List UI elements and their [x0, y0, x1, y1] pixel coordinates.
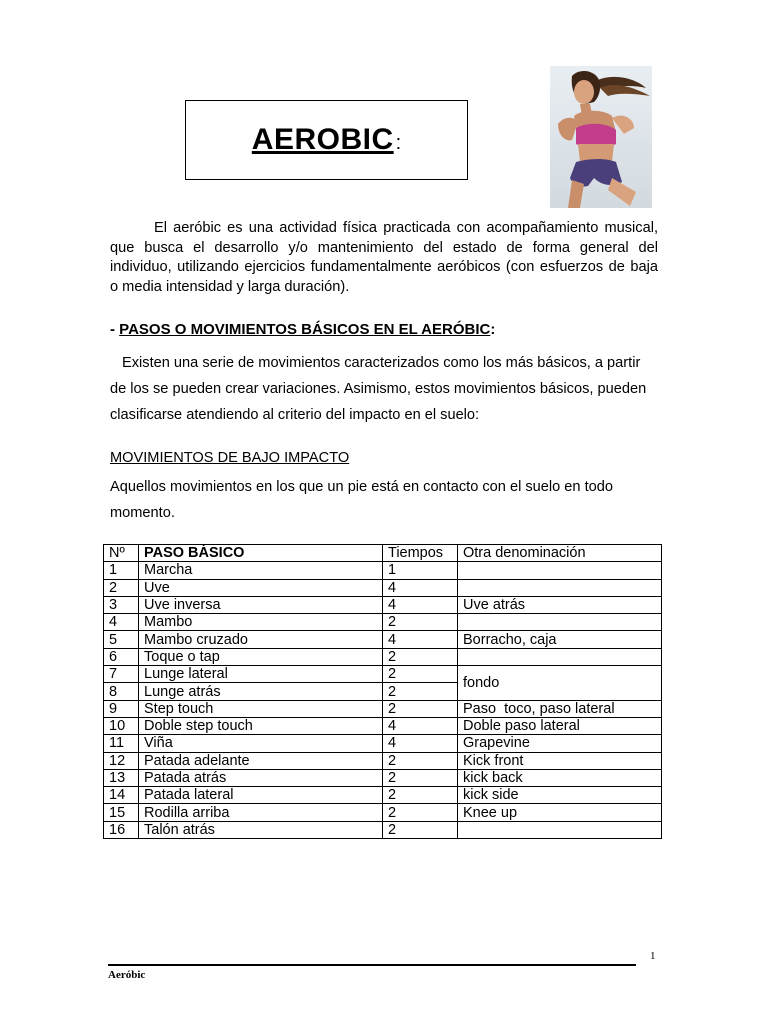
cell-number: 1	[104, 562, 139, 579]
cell-number: 8	[104, 683, 139, 700]
cell-step: Patada adelante	[139, 752, 383, 769]
cell-counts: 2	[383, 769, 458, 786]
table-row	[104, 562, 662, 579]
cell-step: Mambo	[139, 614, 383, 631]
cell-counts: 4	[383, 596, 458, 613]
cell-number: 12	[104, 752, 139, 769]
section-heading-title: PASOS O MOVIMIENTOS BÁSICOS EN EL AERÓBIC	[119, 321, 491, 338]
cell-step: Marcha	[139, 562, 383, 579]
table-row	[104, 804, 662, 821]
cell-number: 6	[104, 648, 139, 665]
cell-step: Lunge atrás	[139, 683, 383, 700]
cell-other: Knee up	[458, 804, 662, 821]
cell-other-merged: fondo	[458, 666, 662, 701]
cell-number: 11	[104, 735, 139, 752]
basic-steps-table	[103, 544, 662, 839]
cell-counts: 2	[383, 787, 458, 804]
cell-counts: 2	[383, 666, 458, 683]
cell-step: Talón atrás	[139, 821, 383, 838]
cell-step: Doble step touch	[139, 717, 383, 734]
cell-step: Viña	[139, 735, 383, 752]
cell-number: 16	[104, 821, 139, 838]
cell-other: Uve atrás	[458, 596, 662, 613]
cell-other: kick back	[458, 769, 662, 786]
cell-other	[458, 562, 662, 579]
page-number: 1	[650, 950, 656, 962]
cell-other: kick side	[458, 787, 662, 804]
low-impact-description: Aquellos movimientos en los que un pie está en contacto con el suelo en todo momento.	[110, 479, 613, 521]
cell-other	[458, 614, 662, 631]
table-row	[104, 579, 662, 596]
header-number: Nº	[104, 545, 139, 562]
cell-step: Mambo cruzado	[139, 631, 383, 648]
title-box	[185, 100, 468, 180]
cell-number: 3	[104, 596, 139, 613]
cell-counts: 2	[383, 821, 458, 838]
cell-other: Borracho, caja	[458, 631, 662, 648]
table-row	[104, 700, 662, 717]
cell-step: Rodilla arriba	[139, 804, 383, 821]
header-other-name: Otra denominación	[458, 545, 662, 562]
table-row	[104, 752, 662, 769]
page-title: AEROBIC	[251, 123, 394, 156]
table-row	[104, 769, 662, 786]
cell-other: Paso toco, paso lateral	[458, 700, 662, 717]
cell-counts: 2	[383, 700, 458, 717]
cell-step: Toque o tap	[139, 648, 383, 665]
cell-counts: 4	[383, 735, 458, 752]
cell-other	[458, 648, 662, 665]
cell-number: 4	[104, 614, 139, 631]
woman-running-photo	[550, 66, 652, 208]
table-row	[104, 614, 662, 631]
cell-other: Grapevine	[458, 735, 662, 752]
cell-other: Doble paso lateral	[458, 717, 662, 734]
low-impact-heading: MOVIMIENTOS DE BAJO IMPACTO	[110, 450, 350, 466]
section-heading	[110, 321, 495, 338]
cell-step: Lunge lateral	[139, 666, 383, 683]
header-basic-step: PASO BÁSICO	[139, 545, 383, 562]
table-header-row	[104, 545, 662, 562]
cell-step: Patada atrás	[139, 769, 383, 786]
cell-number: 9	[104, 700, 139, 717]
section-heading-colon: :	[490, 321, 496, 338]
cell-counts: 2	[383, 614, 458, 631]
table-row	[104, 596, 662, 613]
cell-other	[458, 579, 662, 596]
cell-other	[458, 821, 662, 838]
header-counts: Tiempos	[383, 545, 458, 562]
table-row	[104, 787, 662, 804]
table-row	[104, 666, 662, 683]
table-row	[104, 631, 662, 648]
cell-counts: 2	[383, 683, 458, 700]
cell-number: 7	[104, 666, 139, 683]
cell-counts: 2	[383, 648, 458, 665]
table-row	[104, 717, 662, 734]
footer-divider	[108, 964, 636, 966]
intro-paragraph: El aeróbic es una actividad física practicada con acompañamiento musical, que busca el desarrollo y/o mantenimiento del estado de forma general del individuo, utilizando ejercicios fundamentalmente aeróbicos (con esfuerzos de baja o media intensidad y larga duración).	[110, 220, 658, 295]
cell-number: 5	[104, 631, 139, 648]
cell-number: 2	[104, 579, 139, 596]
cell-counts: 4	[383, 579, 458, 596]
footer-label: Aeróbic	[108, 969, 146, 981]
cell-other: Kick front	[458, 752, 662, 769]
table-row	[104, 821, 662, 838]
cell-counts: 4	[383, 631, 458, 648]
cell-number: 10	[104, 717, 139, 734]
title-colon: :	[395, 131, 402, 154]
cell-number: 13	[104, 769, 139, 786]
table-row	[104, 648, 662, 665]
cell-step: Uve	[139, 579, 383, 596]
table-row	[104, 735, 662, 752]
cell-step: Step touch	[139, 700, 383, 717]
section-heading-prefix: -	[110, 321, 120, 338]
cell-counts: 2	[383, 804, 458, 821]
cell-step: Uve inversa	[139, 596, 383, 613]
movements-paragraph: Existen una serie de movimientos caracterizados como los más básicos, a partir de los se pueden crear variaciones. Asimismo, estos movimientos básicos, pueden clasificarse atendiendo al criterio del impacto en el suelo:	[110, 355, 647, 423]
cell-counts: 1	[383, 562, 458, 579]
cell-counts: 2	[383, 752, 458, 769]
cell-counts: 4	[383, 717, 458, 734]
cell-number: 15	[104, 804, 139, 821]
cell-number: 14	[104, 787, 139, 804]
cell-step: Patada lateral	[139, 787, 383, 804]
